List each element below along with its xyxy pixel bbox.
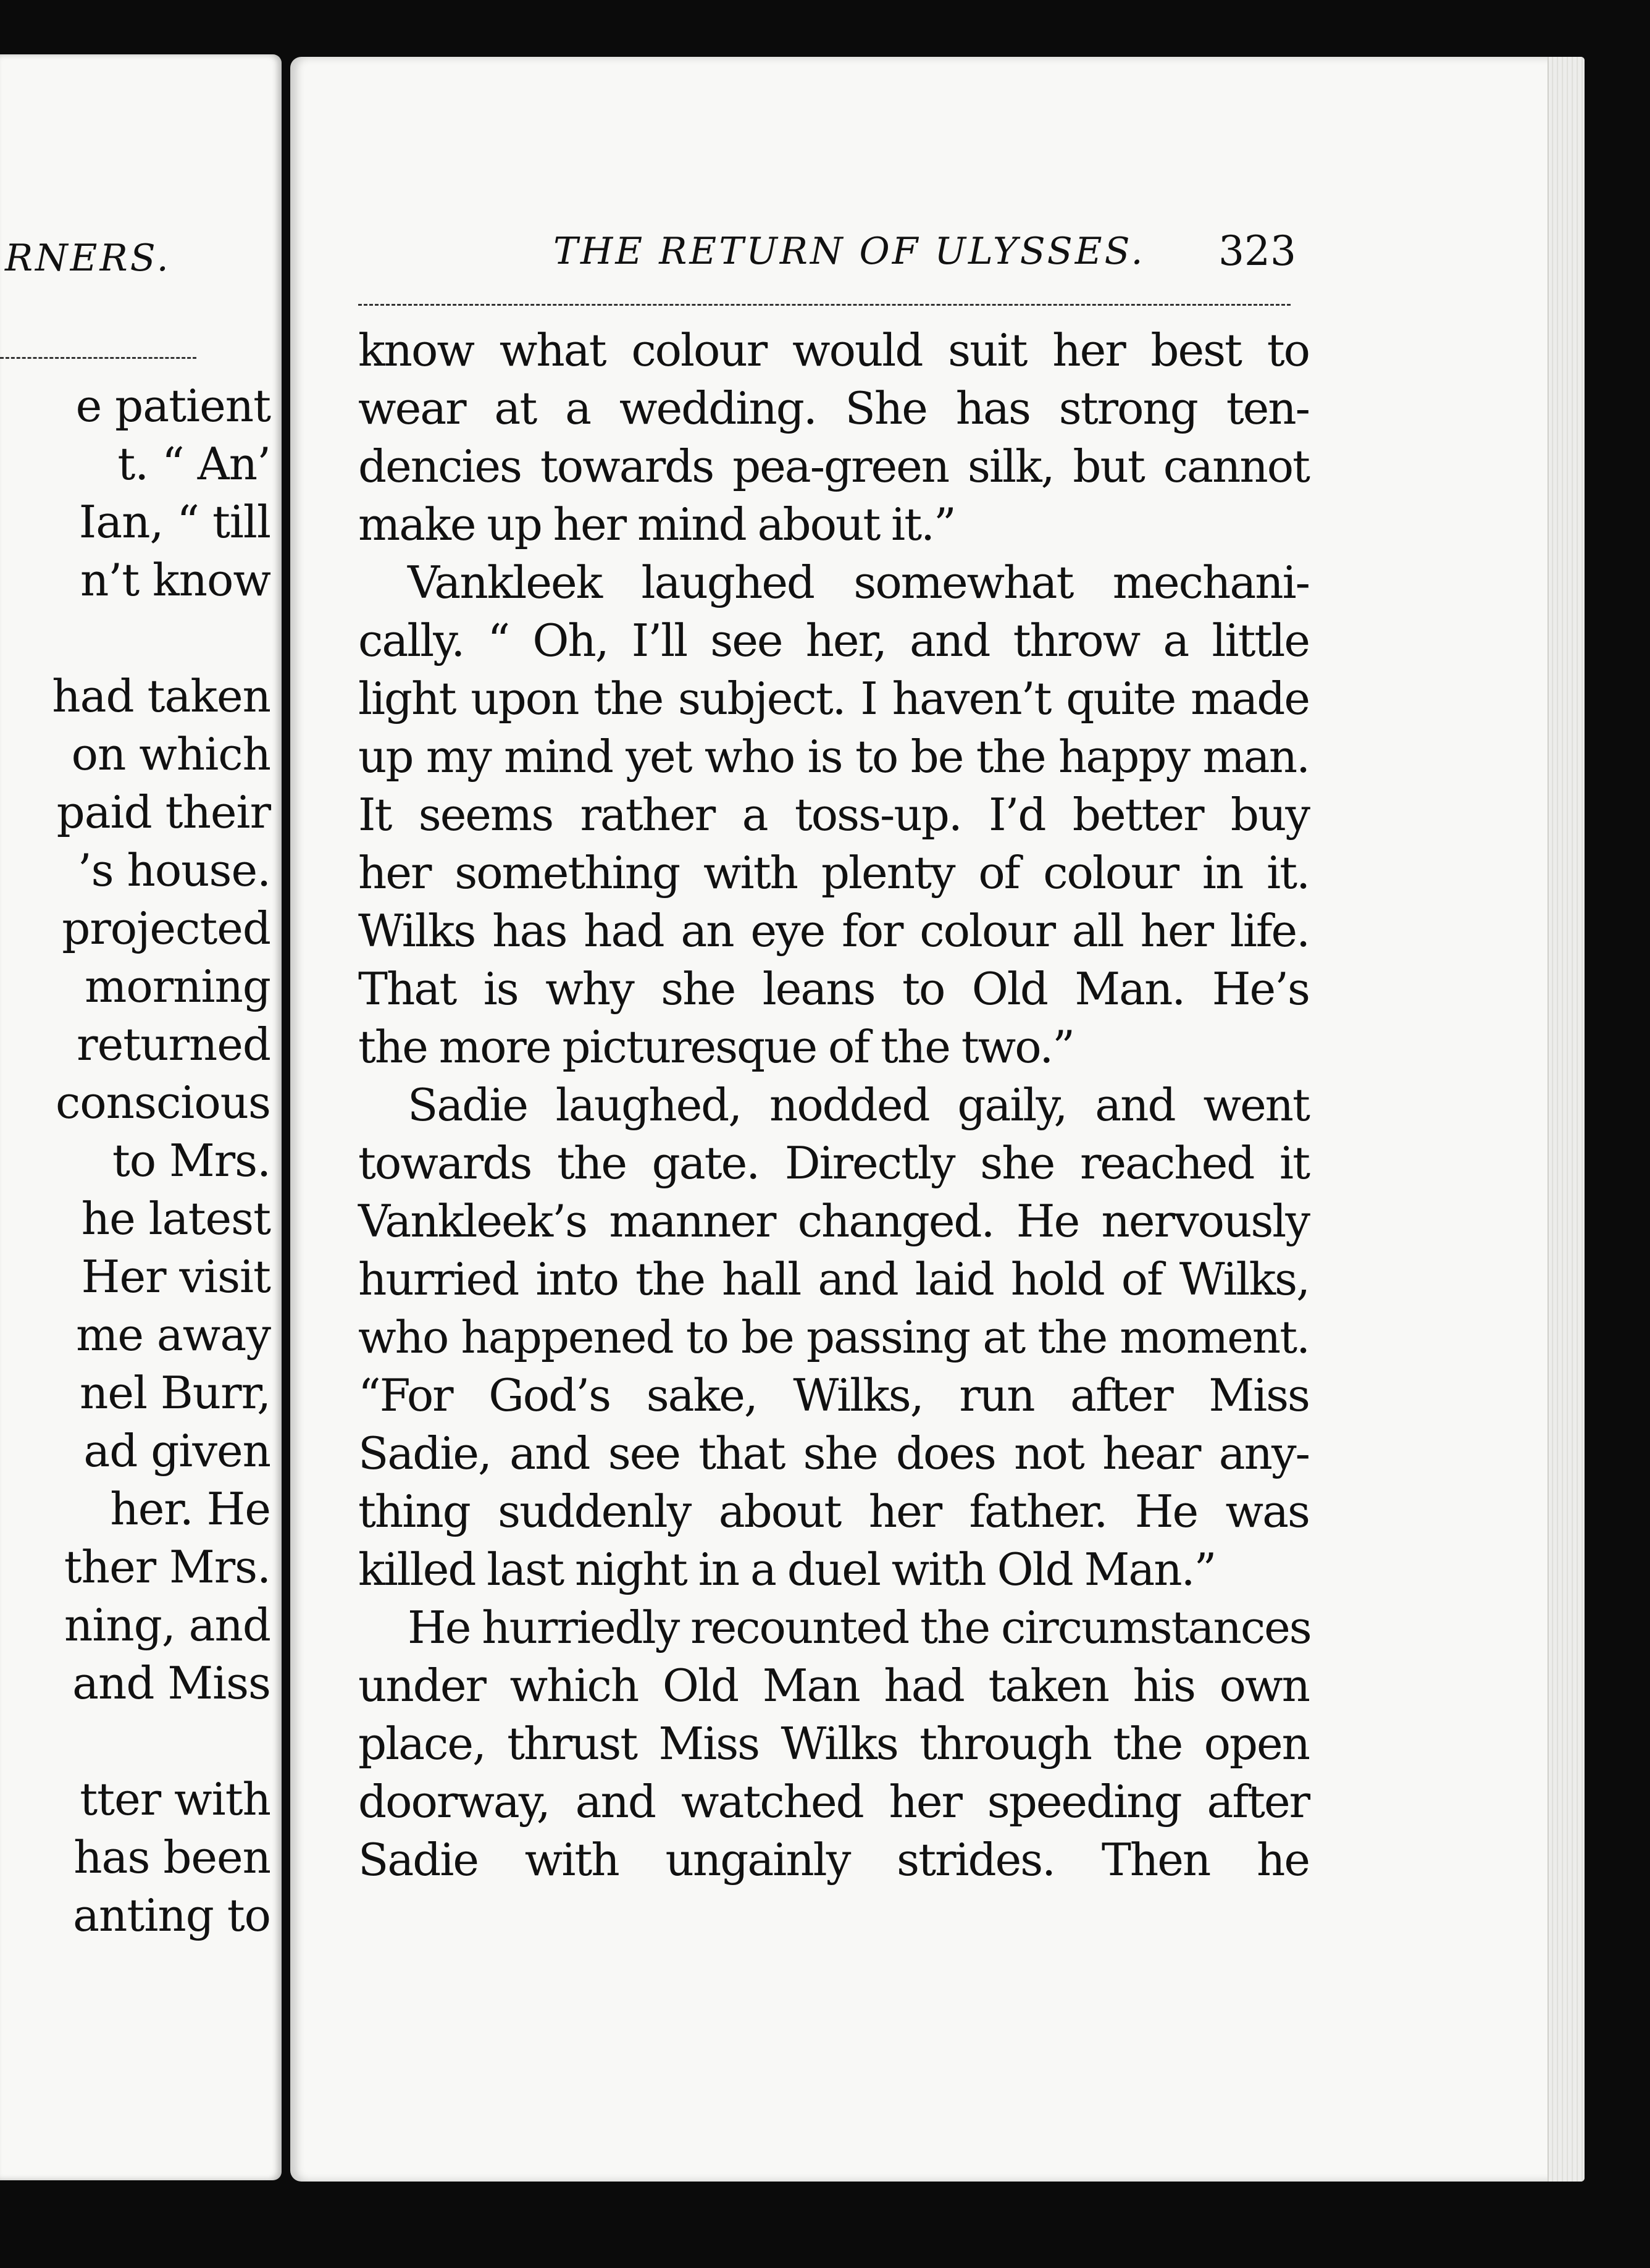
- left-text-line: ther Mrs.: [64, 1541, 270, 1593]
- right-text-line: Vankleek’s manner changed. He nervously: [358, 1195, 1309, 1247]
- right-text-line: Sadie with ungainly strides. Then he: [358, 1834, 1309, 1886]
- left-text-line: me away: [76, 1309, 270, 1361]
- left-text-line: had taken: [52, 670, 270, 722]
- left-text-line: projected: [62, 902, 270, 954]
- left-text-line: ning, and: [64, 1599, 270, 1651]
- left-page: [0, 54, 282, 2180]
- left-text-line: paid their: [56, 786, 270, 838]
- right-running-head: THE RETURN OF ULYSSES.: [553, 230, 1145, 273]
- right-text-line: up my mind yet who is to be the happy man.: [358, 731, 1309, 783]
- right-text-line: Vankleek laughed somewhat mechani-: [408, 556, 1309, 608]
- left-header-rule: [0, 357, 196, 359]
- right-text-line: doorway, and watched her speeding after: [358, 1776, 1309, 1828]
- right-page: [290, 57, 1585, 2182]
- left-text-line: Ian, “ till: [78, 496, 270, 548]
- left-text-line: has been: [73, 1831, 270, 1883]
- right-text-line: towards the gate. Directly she reached it: [358, 1137, 1309, 1189]
- right-text-line: It seems rather a toss-up. I’d better buy: [358, 789, 1309, 841]
- right-text-line: hurried into the hall and laid hold of Wilks,: [358, 1253, 1309, 1305]
- right-text-line: dencies towards pea-green silk, but cannot: [358, 440, 1309, 492]
- left-text-line: ad given: [83, 1425, 270, 1477]
- page-number: 323: [1218, 227, 1296, 275]
- left-text-line: tter with: [80, 1773, 270, 1825]
- right-text-line: place, thrust Miss Wilks through the open: [358, 1718, 1309, 1770]
- left-text-line: e patient: [75, 380, 270, 432]
- left-text-line: n’t know: [80, 554, 270, 606]
- page-fore-edge: [1547, 57, 1585, 2182]
- right-text-line: thing suddenly about her father. He was: [358, 1485, 1309, 1537]
- right-text-line: the more picturesque of the two.”: [358, 1021, 1074, 1073]
- left-running-head: RNERS.: [5, 237, 171, 280]
- right-text-line: make up her mind about it.”: [358, 498, 955, 550]
- left-text-line: ’s house.: [77, 844, 270, 896]
- right-text-line: under which Old Man had taken his own: [358, 1660, 1309, 1712]
- right-text-line: Sadie, and see that she does not hear any-: [358, 1427, 1309, 1479]
- right-text-line: wear at a wedding. She has strong ten-: [358, 382, 1309, 434]
- left-text-line: to Mrs.: [112, 1135, 270, 1186]
- left-text-line: and Miss: [72, 1657, 270, 1709]
- right-text-line: light upon the subject. I haven’t quite made: [358, 673, 1309, 724]
- left-text-line: he latest: [81, 1193, 270, 1245]
- left-text-line: Her visit: [81, 1251, 270, 1303]
- right-text-line: killed last night in a duel with Old Man.”: [358, 1544, 1216, 1595]
- right-text-line: her something with plenty of colour in it.: [358, 847, 1309, 899]
- right-text-line: who happened to be passing at the moment.: [358, 1311, 1309, 1363]
- right-text-line: cally. “ Oh, I’ll see her, and throw a little: [358, 615, 1309, 666]
- left-text-line: conscious: [55, 1077, 270, 1128]
- left-text-line: returned: [77, 1018, 270, 1070]
- right-header-rule: [358, 304, 1291, 306]
- right-text-line: Sadie laughed, nodded gaily, and went: [408, 1079, 1309, 1131]
- left-text-line: t. “ An’: [117, 438, 270, 490]
- right-text-line: Wilks has had an eye for colour all her life.: [358, 905, 1309, 957]
- left-text-line: anting to: [73, 1889, 270, 1941]
- right-text-line: know what colour would suit her best to: [358, 324, 1309, 376]
- left-text-line: nel Burr,: [80, 1367, 270, 1419]
- left-text-line: on which: [71, 728, 270, 780]
- right-text-line: That is why she leans to Old Man. He’s: [358, 963, 1309, 1015]
- left-text-line: morning: [85, 960, 270, 1012]
- right-text-line: “For God’s sake, Wilks, run after Miss: [358, 1369, 1309, 1421]
- left-text-line: her. He: [110, 1483, 270, 1535]
- right-text-line: He hurriedly recounted the circumstances: [408, 1602, 1311, 1653]
